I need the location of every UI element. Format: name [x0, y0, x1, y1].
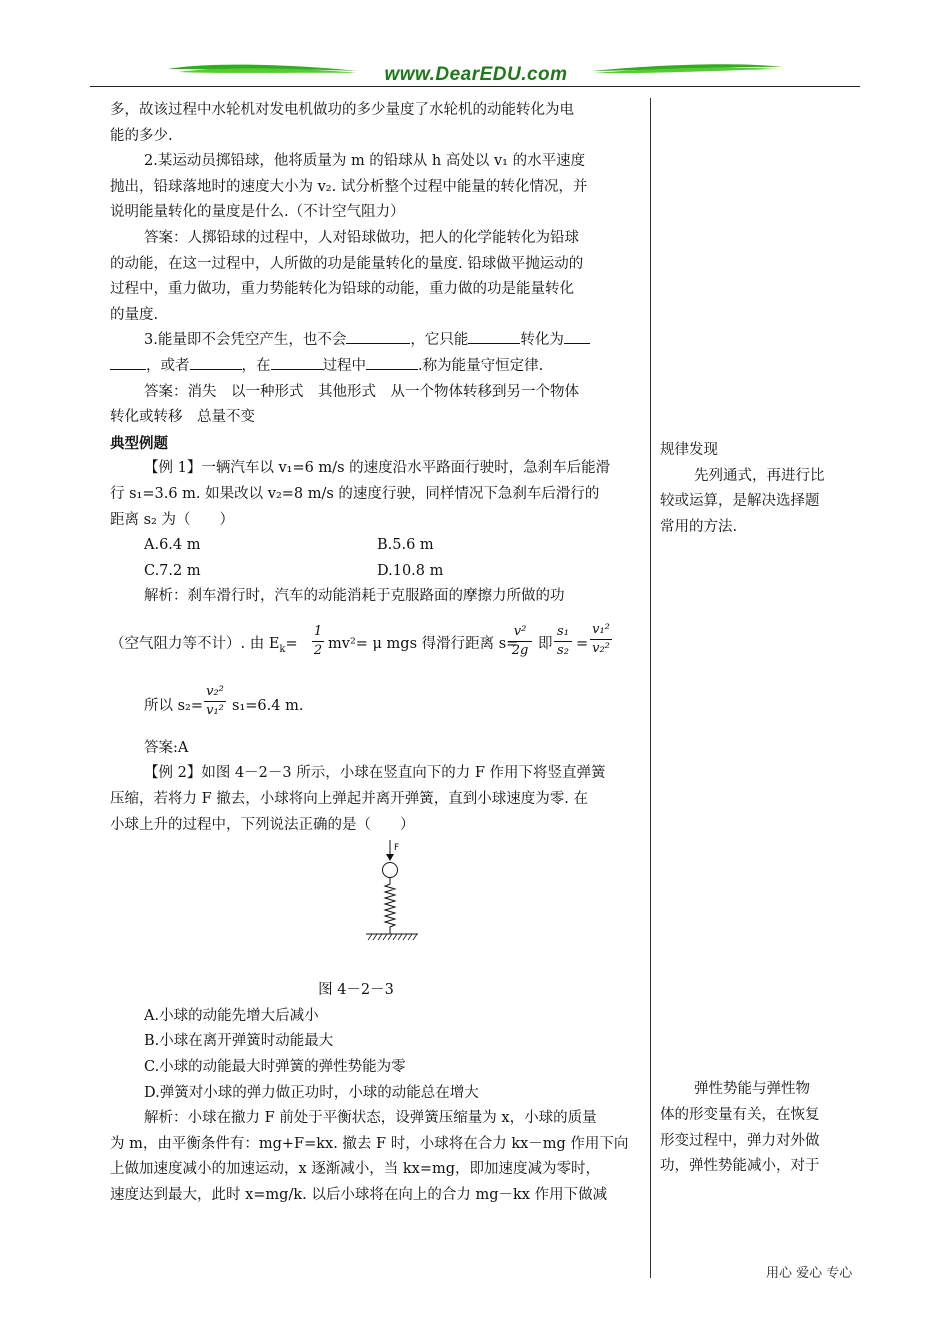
text-line: 行 s₁=3.6 m. 如果改以 v₂=8 m/s 的速度行驶，同样情况下急刹车后滑行的: [110, 485, 600, 502]
options-row: [110, 533, 642, 559]
fraction-half: 1 2: [313, 623, 323, 658]
side-note: 先列通式，再进行比: [694, 467, 825, 484]
option-a: A.6.4 m: [144, 537, 201, 554]
text-part: ，或者: [146, 357, 190, 374]
fraction-ratio-left: s₁ s₂: [554, 624, 572, 659]
section-title: 典型例题: [110, 434, 168, 452]
fill-blank: [468, 329, 520, 344]
header-rule: [90, 86, 860, 87]
text-part: ，它只能: [410, 332, 469, 349]
answer-2: 答案：人掷铅球的过程中，人对铅球做功，把人的化学能转化为铅球: [144, 229, 579, 246]
answer-1: 答案:A: [144, 739, 189, 756]
text-line: 能的多少.: [110, 127, 173, 144]
text-part: 3.能量即不会凭空产生，也不会: [144, 332, 347, 349]
header-brand: www.DearEDU.com: [384, 64, 568, 85]
fraction-ratio-right: v₁² v₂²: [590, 622, 612, 657]
side-note: 弹性势能与弹性物: [694, 1081, 810, 1098]
text-line: 小球上升的过程中，下列说法正确的是（ ）: [110, 816, 415, 833]
solution-1: 解析：刹车滑行时，汽车的动能消耗于克服路面的摩擦力所做的功: [144, 588, 565, 605]
formula-line-1: [110, 610, 642, 676]
text-line: 速度达到最大，此时 x=mg/k. 以后小球将在向上的合力 mg－kx 作用下做减: [110, 1187, 608, 1203]
answer-3: 答案：消失 以一种形式 其他形式 从一个物体转移到另一个物体: [144, 383, 579, 400]
fraction-s2: v₂² v₁²: [204, 684, 226, 719]
fill-blank: [271, 355, 323, 370]
text-line: 上做加速度减小的加速运动，x 逐渐减小，当 kx=mg，即加速度减为零时，: [110, 1161, 601, 1178]
spring-diagram: [110, 838, 642, 978]
fraction-s: v² 2g: [508, 624, 532, 659]
header-swoosh-left: [168, 60, 358, 78]
formula-text: mv²= μ mgs 得滑行距离 s=: [328, 635, 519, 652]
side-note: 常用的方法.: [660, 518, 738, 535]
text-part: .称为能量守恒定律.: [418, 357, 544, 374]
question-3-cont: [110, 354, 642, 380]
footer-text: 用心 爱心 专心: [766, 1266, 853, 1281]
formula-text: 即: [538, 635, 553, 652]
example-2: 【例 2】如图 4－2－3 所示，小球在竖直向下的力 F 作用下将竖直弹簧: [144, 765, 606, 782]
option-d: D.弹簧对小球的弹力做正功时，小球的动能总在增大: [144, 1084, 479, 1101]
formula-eq: =: [576, 635, 589, 652]
example-1: 【例 1】一辆汽车以 v₁=6 m/s 的速度沿水平路面行驶时，急刹车后能滑: [144, 460, 611, 477]
figure-caption: 图 4－2－3: [318, 982, 394, 999]
option-d: D.10.8 m: [377, 562, 444, 579]
fill-blank: [366, 355, 418, 370]
fill-blank: [564, 329, 590, 344]
text-line: 说明能量转化的量度是什么.（不计空气阻力）: [110, 204, 405, 221]
formula-text: 所以 s₂=: [144, 697, 204, 714]
fill-blank: [110, 355, 146, 370]
option-b: B.小球在离开弹簧时动能最大: [144, 1033, 334, 1050]
side-column: [660, 438, 850, 1180]
formula-text: s₁=6.4 m.: [232, 697, 304, 714]
text-line: 抛出，铅球落地时的速度大小为 v₂. 试分析整个过程中能量的转化情况，并: [110, 178, 588, 195]
side-note: 较或运算，是解决选择题: [660, 493, 820, 510]
question-2: 2.某运动员掷铅球，他将质量为 m 的铅球从 h 高处以 v₁ 的水平速度: [144, 153, 586, 170]
option-c: C.小球的动能最大时弹簧的弹性势能为零: [144, 1059, 406, 1076]
side-note: 形变过程中，弹力对外做: [660, 1132, 820, 1149]
text-line: 为 m，由平衡条件有：mg+F=kx. 撤去 F 时，小球将在合力 kx－mg 作用下向: [110, 1135, 629, 1152]
option-b: B.5.6 m: [377, 537, 434, 554]
text-line: 的动能，在这一过程中，人所做的功是能量转化的量度. 铅球做平抛运动的: [110, 255, 584, 272]
fill-blank: [346, 329, 410, 344]
option-c: C.7.2 m: [144, 562, 201, 579]
question-3: [110, 328, 642, 354]
text-line: 过程中，重力做功，重力势能转化为铅球的动能，重力做的功是能量转化: [110, 281, 574, 298]
column-divider: [650, 98, 651, 1278]
force-label: F: [394, 843, 400, 854]
header-swoosh-right: [592, 60, 782, 78]
fill-blank: [190, 355, 242, 370]
spring-figure: [110, 838, 642, 978]
solution-2: 解析：小球在撤力 F 前处于平衡状态，设弹簧压缩量为 x，小球的质量: [144, 1110, 597, 1127]
text-line: 的量度.: [110, 306, 159, 323]
text-part: 过程中: [322, 357, 366, 374]
main-column: [110, 98, 642, 1209]
side-title: 规律发现: [660, 442, 718, 458]
text-line: 距离 s₂ 为（ ）: [110, 511, 234, 528]
option-a: A.小球的动能先增大后减小: [144, 1007, 319, 1024]
text-part: 转化为: [520, 332, 564, 349]
text-line: 转化或转移 总量不变: [110, 409, 255, 426]
text-line: 多，故该过程中水轮机对发电机做功的多少量度了水轮机的动能转化为电: [110, 102, 574, 118]
formula-text: （空气阻力等不计）. 由 $E_k=$: [110, 635, 298, 655]
formula-line-2: [110, 676, 642, 736]
side-note: 体的形变量有关，在恢复: [660, 1106, 820, 1123]
side-note: 功，弹性势能减小，对于: [660, 1158, 820, 1175]
text-line: 压缩，若将力 F 撤去，小球将向上弹起并离开弹簧，直到小球速度为零. 在: [110, 791, 588, 808]
options-row: [110, 559, 642, 585]
side-spacer: [660, 540, 850, 1077]
text-part: ，在: [241, 357, 271, 374]
